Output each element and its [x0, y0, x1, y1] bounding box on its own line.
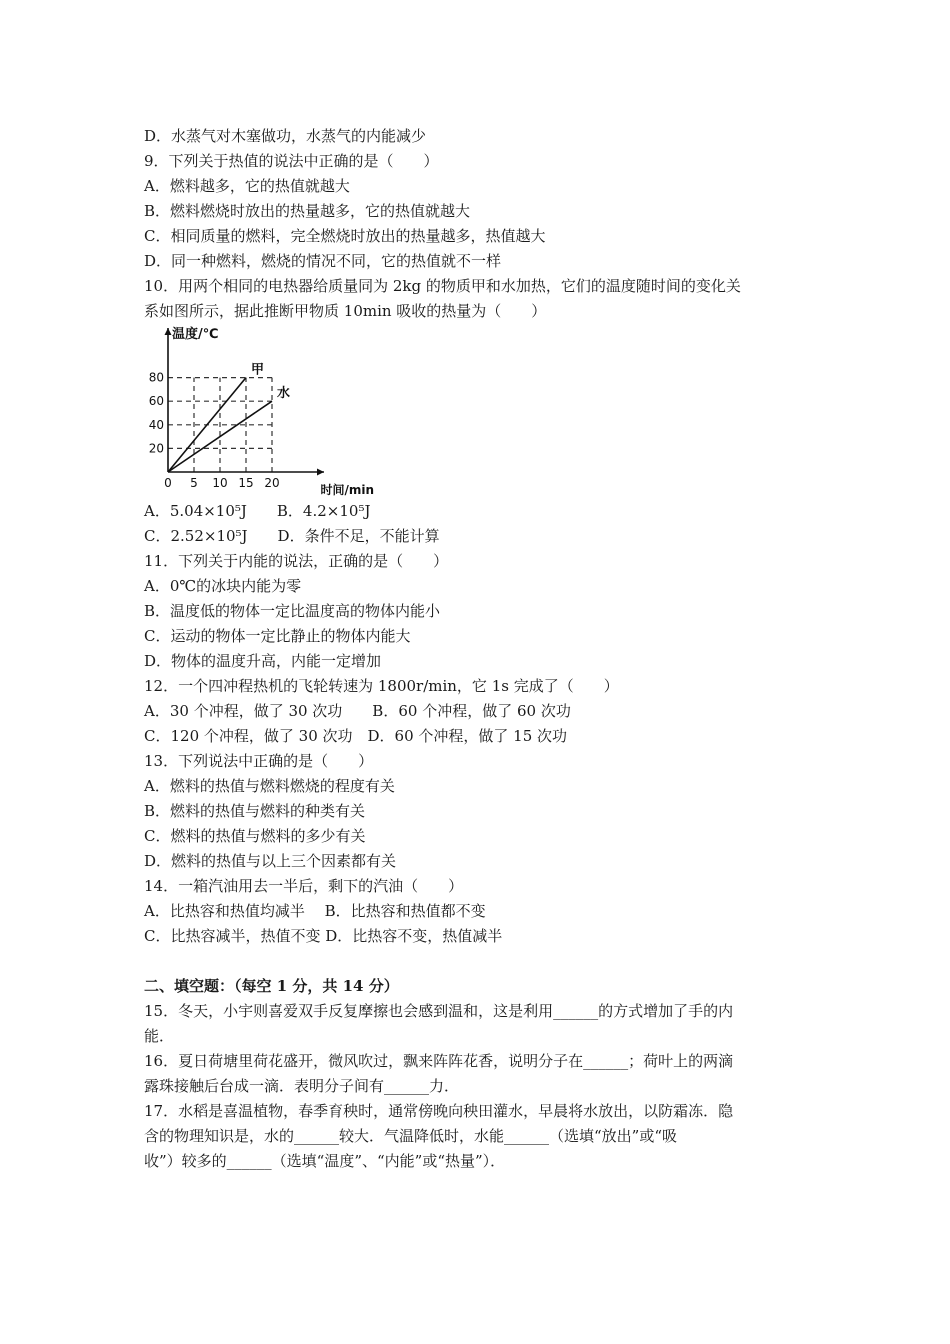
q17-line3: 收”）较多的______（选填“温度”、“内能”或“热量”）．	[144, 1152, 506, 1170]
q8-option-d: D．水蒸气对木塞做功，水蒸气的内能减少	[144, 127, 427, 145]
q12-options-cd: C．120 个冲程，做了 30 次功 D．60 个冲程，做了 15 次功	[144, 727, 568, 745]
q11-option-b: B．温度低的物体一定比温度高的物体内能小	[144, 602, 441, 620]
x-tick-label: 20	[264, 476, 280, 490]
q13-option-a: A．燃料的热值与燃料燃烧的程度有关	[144, 777, 395, 795]
x-tick-label: 5	[190, 476, 198, 490]
q11-option-c: C．运动的物体一定比静止的物体内能大	[144, 627, 411, 645]
q14-stem: 14．一箱汽油用去一半后，剩下的汽油（ ）	[144, 877, 464, 895]
q11-option-d: D．物体的温度升高，内能一定增加	[144, 652, 382, 670]
q16-line1: 16．夏日荷塘里荷花盛开，微风吹过，飘来阵阵花香，说明分子在______；荷叶上的两滴	[144, 1052, 734, 1070]
x-tick-label: 0	[164, 476, 172, 490]
q14-options-cd: C．比热容减半，热值不变 D．比热容不变，热值减半	[144, 927, 503, 945]
q9-option-d: D．同一种燃料，燃烧的情况不同，它的热值就不一样	[144, 252, 502, 270]
x-tick-label: 10	[212, 476, 228, 490]
series-label-1: 甲	[251, 362, 265, 378]
q17-line2: 含的物理知识是，水的______较大．气温降低时，水能______（选填“放出”或“吸	[144, 1127, 678, 1145]
y-tick-label: 40	[148, 417, 164, 432]
x-axis-label: 时间/min	[320, 483, 374, 497]
q14-options-ab: A．比热容和热值均减半 B．比热容和热值都不变	[144, 902, 486, 920]
q9-option-c: C．相同质量的燃料，完全燃烧时放出的热量越多，热值越大	[144, 227, 546, 245]
q9-stem: 9．下列关于热值的说法中正确的是（ ）	[144, 152, 439, 170]
q15-line2: 能．	[144, 1027, 175, 1045]
q13-option-c: C．燃料的热值与燃料的多少有关	[144, 827, 366, 845]
y-tick-label: 20	[148, 441, 164, 456]
x-tick-label: 15	[238, 476, 254, 490]
x-axis-arrow	[317, 469, 324, 476]
temperature-time-chart	[144, 322, 384, 502]
q9-option-a: A．燃料越多，它的热值就越大	[144, 177, 350, 195]
q11-option-a: A．0℃的冰块内能为零	[144, 577, 302, 595]
q15-line1: 15．冬天，小宇则喜爱双手反复摩擦也会感到温和，这是利用______的方式增加了手的内	[144, 1002, 734, 1020]
q10-options-cd: C．2.52×10⁵J D．条件不足，不能计算	[144, 527, 440, 545]
q13-option-d: D．燃料的热值与以上三个因素都有关	[144, 852, 397, 870]
series-label-2: 水	[277, 386, 291, 402]
q10-stem-line2: 系如图所示，据此推断甲物质 10min 吸收的热量为（ ）	[144, 302, 547, 320]
y-tick-label: 60	[148, 394, 164, 409]
q13-option-b: B．燃料的热值与燃料的种类有关	[144, 802, 366, 820]
section-fill-blank-heading: 二、填空题：（每空 1 分，共 14 分）	[144, 977, 399, 995]
q12-stem: 12．一个四冲程热机的飞轮转速为 1800r/min，它 1s 完成了（ ）	[144, 677, 619, 695]
q13-stem: 13．下列说法中正确的是（ ）	[144, 752, 374, 770]
q10-stem-line1: 10．用两个相同的电热器给质量同为 2kg 的物质甲和水加热，它们的温度随时间的变化关	[144, 277, 741, 295]
q11-stem: 11．下列关于内能的说法，正确的是（ ）	[144, 552, 449, 570]
q12-options-ab: A．30 个冲程，做了 30 次功 B．60 个冲程，做了 60 次功	[144, 702, 571, 720]
q16-line2: 露珠接触后台成一滴．表明分子间有______力．	[144, 1077, 460, 1095]
q9-option-b: B．燃料燃烧时放出的热量越多，它的热值就越大	[144, 202, 471, 220]
q17-line1: 17．水稻是喜温植物，春季育秧时，通常傍晚向秧田灌水，早晨将水放出，以防霜冻．隐	[144, 1102, 734, 1120]
y-axis-arrow	[165, 328, 172, 335]
q10-options-ab: A．5.04×10⁵J B．4.2×10⁵J	[144, 502, 371, 520]
y-tick-label: 80	[148, 370, 164, 385]
y-axis-label: 温度/℃	[172, 327, 219, 342]
